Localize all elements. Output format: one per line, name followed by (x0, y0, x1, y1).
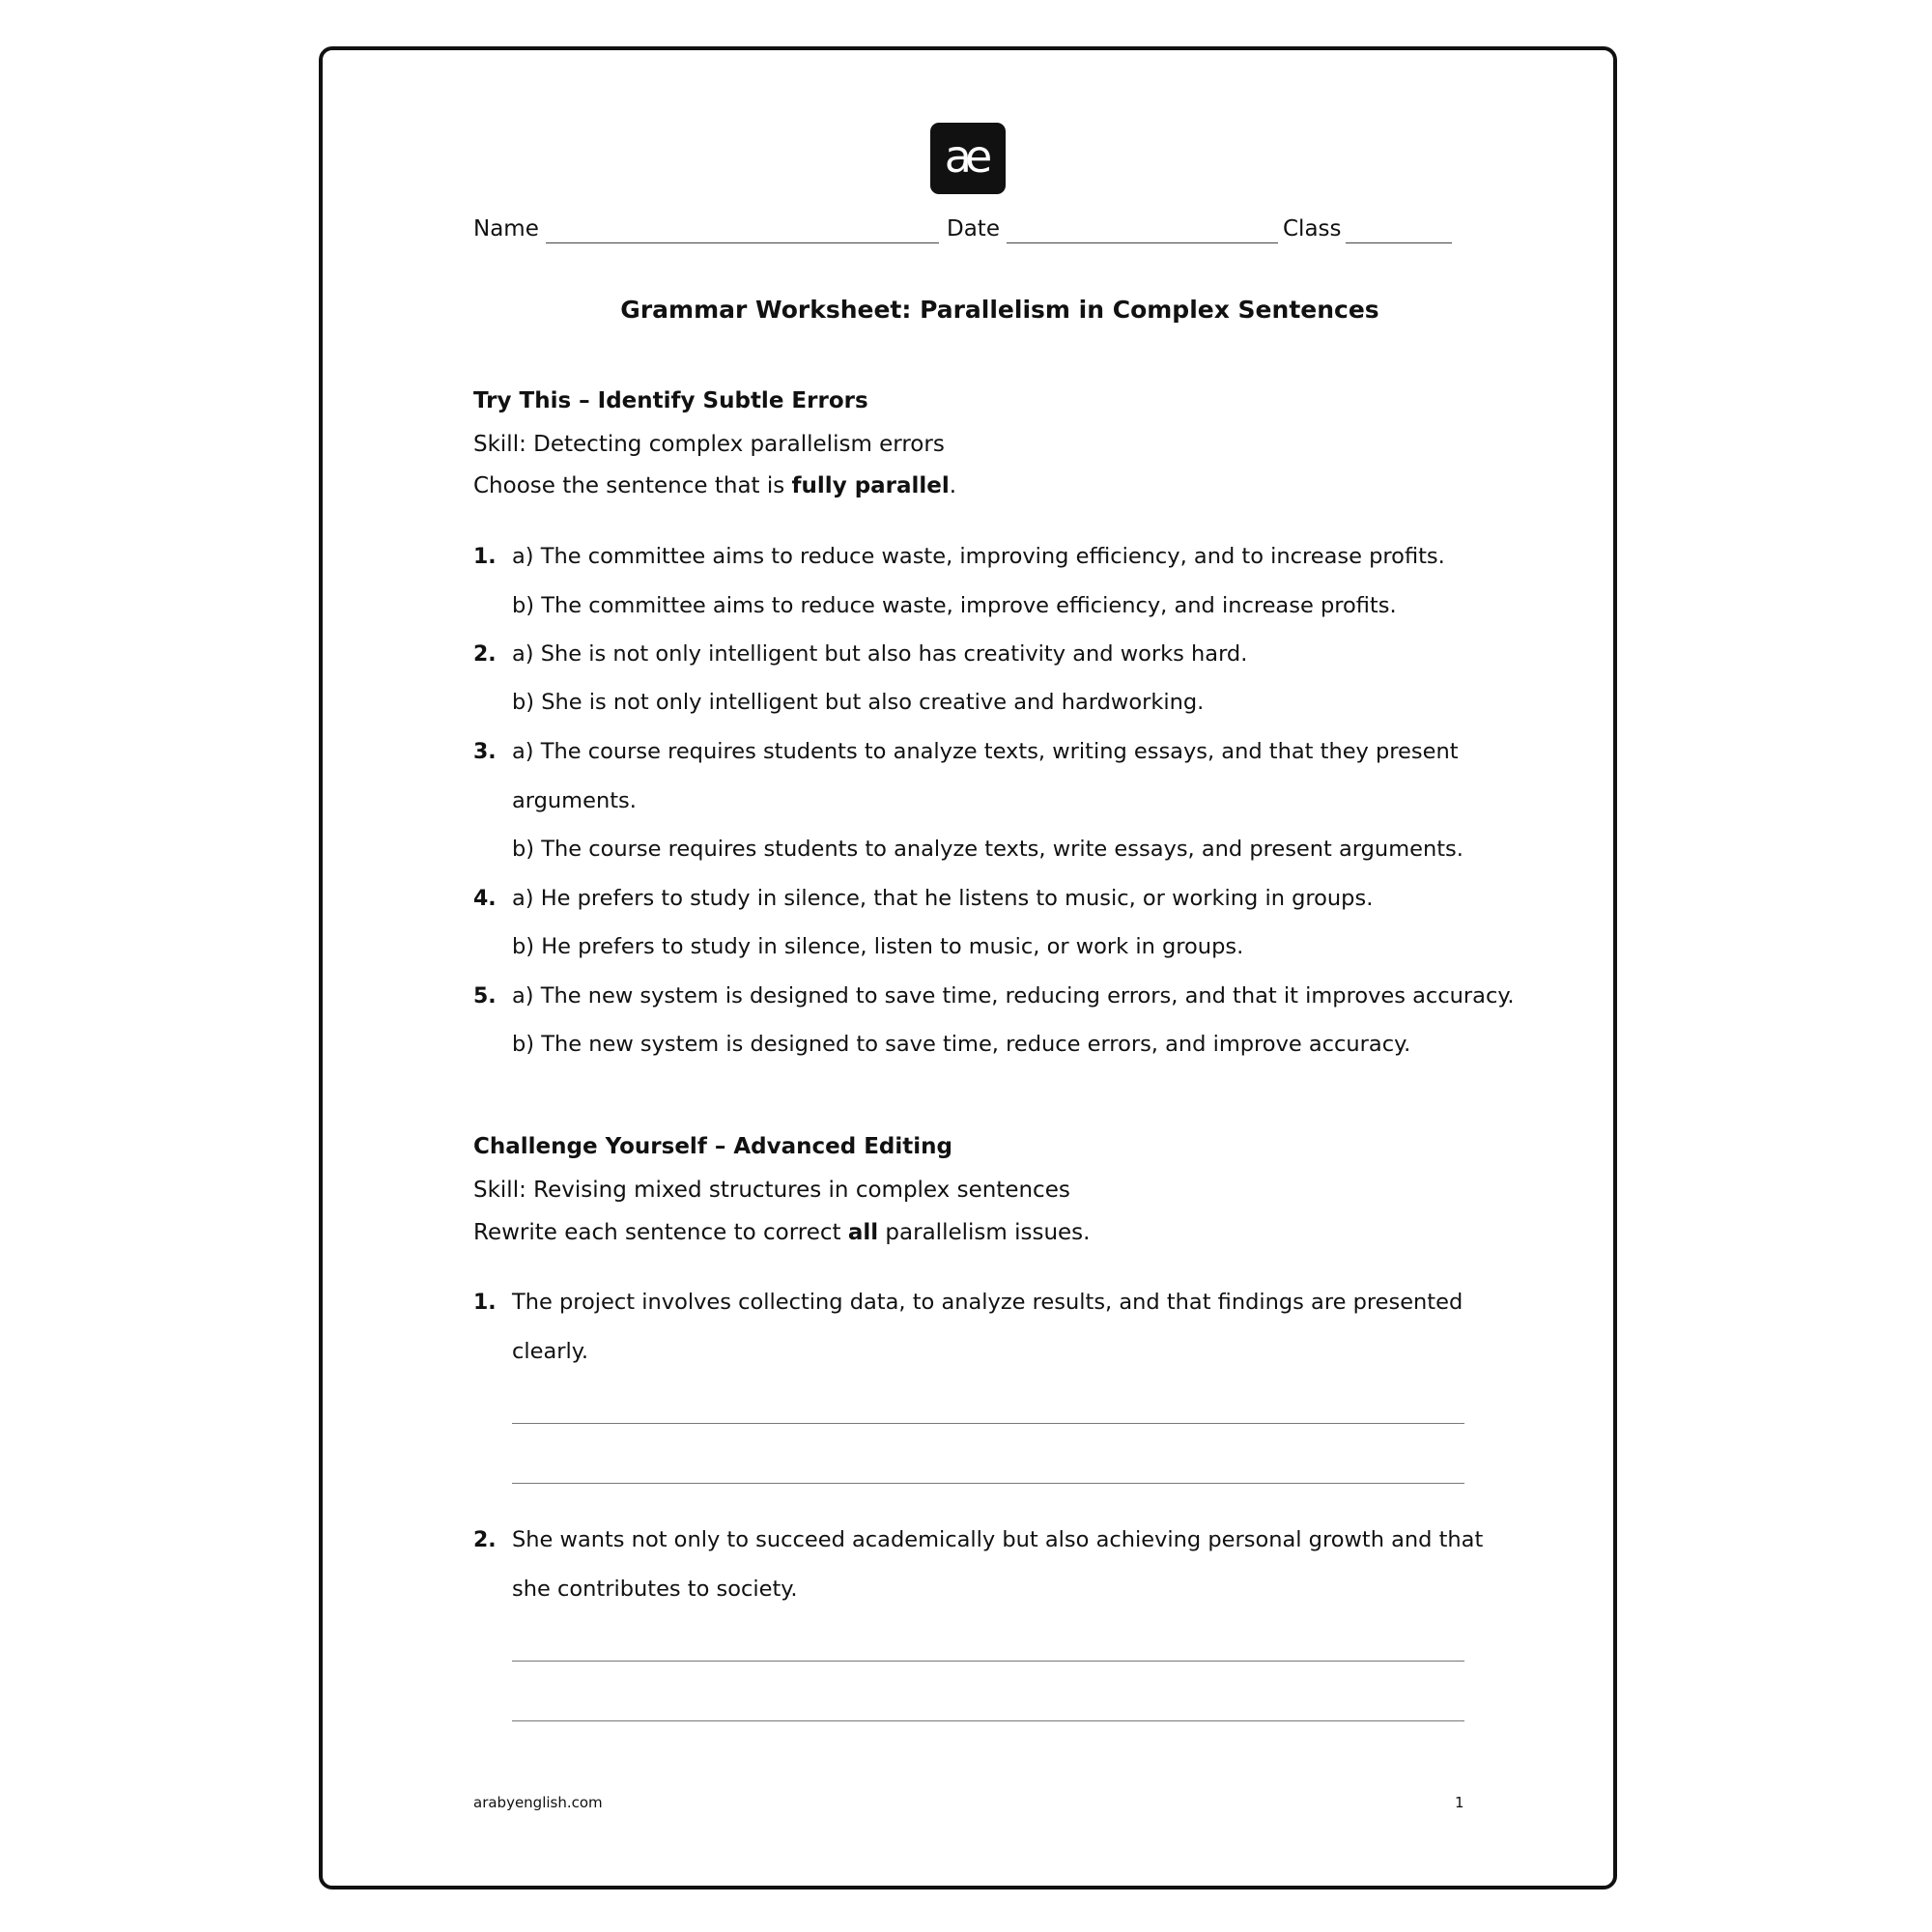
instruction-text: Rewrite each sentence to correct (473, 1220, 848, 1245)
s2-q1-text-line1: The project involves collecting data, to analyze results, and that findings are presented (512, 1290, 1463, 1315)
instruction-text-end: parallelism issues. (878, 1220, 1091, 1245)
worksheet-title: Grammar Worksheet: Parallelism in Complex Sentences (620, 296, 1379, 324)
s2-q2-answer-line-1[interactable] (512, 1661, 1464, 1662)
s1-q2-number: 2. (473, 642, 497, 667)
s1-q1-number: 1. (473, 545, 497, 569)
class-label: Class (1283, 216, 1342, 242)
s1-q1-option-b[interactable]: b) The committee aims to reduce waste, improve efficiency, and increase profits. (512, 593, 1397, 618)
s1-q2-option-a[interactable]: a) She is not only intelligent but also has creativity and works hard. (512, 641, 1248, 667)
name-label: Name (473, 216, 539, 242)
section1-heading: Try This – Identify Subtle Errors (473, 388, 868, 413)
s2-q1-number: 1. (473, 1291, 497, 1315)
date-blank-line[interactable] (1007, 242, 1278, 243)
section2-skill: Skill: Revising mixed structures in complex sentences (473, 1178, 1070, 1203)
s1-q1-option-a[interactable]: a) The committee aims to reduce waste, improving efficiency, and to increase profits. (512, 544, 1445, 569)
s2-q2-number: 2. (473, 1528, 497, 1552)
s2-q1-answer-line-2[interactable] (512, 1483, 1464, 1484)
s2-q2-answer-line-2[interactable] (512, 1720, 1464, 1721)
section2-instruction (473, 1220, 1090, 1245)
instruction-text-end: . (949, 473, 957, 498)
s1-q5-number: 5. (473, 984, 497, 1009)
s2-q1-text-line2: clearly. (512, 1339, 589, 1364)
s1-q4-number: 4. (473, 887, 497, 911)
s1-q2-option-b[interactable]: b) She is not only intelligent but also creative and hardworking. (512, 690, 1205, 715)
instruction-bold: fully parallel (791, 473, 950, 498)
section1-instruction (473, 473, 956, 498)
section1-skill: Skill: Detecting complex parallelism errors (473, 432, 945, 457)
s2-q2-text-line1: She wants not only to succeed academically but also achieving personal growth and that (512, 1527, 1484, 1552)
s1-q5-option-b[interactable]: b) The new system is designed to save time, reduce errors, and improve accuracy. (512, 1032, 1411, 1057)
s1-q4-option-b[interactable]: b) He prefers to study in silence, listen to music, or work in groups. (512, 934, 1244, 959)
class-blank-line[interactable] (1346, 242, 1452, 243)
instruction-text: Choose the sentence that is (473, 473, 792, 498)
s1-q3-option-a-continued[interactable]: arguments. (512, 788, 637, 813)
name-blank-line[interactable] (546, 242, 939, 243)
footer-website: arabyenglish.com (473, 1794, 603, 1811)
logo-text: ae (944, 130, 986, 183)
s1-q5-option-a[interactable]: a) The new system is designed to save time, reducing errors, and that it improves accuracy. (512, 983, 1515, 1009)
s2-q1-answer-line-1[interactable] (512, 1423, 1464, 1424)
date-label: Date (947, 216, 1000, 242)
s1-q3-number: 3. (473, 740, 497, 764)
footer-page-number: 1 (1455, 1794, 1464, 1811)
instruction-bold: all (847, 1220, 879, 1245)
s1-q4-option-a[interactable]: a) He prefers to study in silence, that he listens to music, or working in groups. (512, 886, 1374, 911)
s2-q2-text-line2: she contributes to society. (512, 1577, 798, 1602)
ae-logo (930, 123, 1006, 194)
s1-q3-option-a[interactable]: a) The course requires students to analyze texts, writing essays, and that they present (512, 739, 1459, 764)
section2-heading: Challenge Yourself – Advanced Editing (473, 1134, 952, 1159)
s1-q3-option-b[interactable]: b) The course requires students to analyze texts, write essays, and present arguments. (512, 837, 1463, 862)
